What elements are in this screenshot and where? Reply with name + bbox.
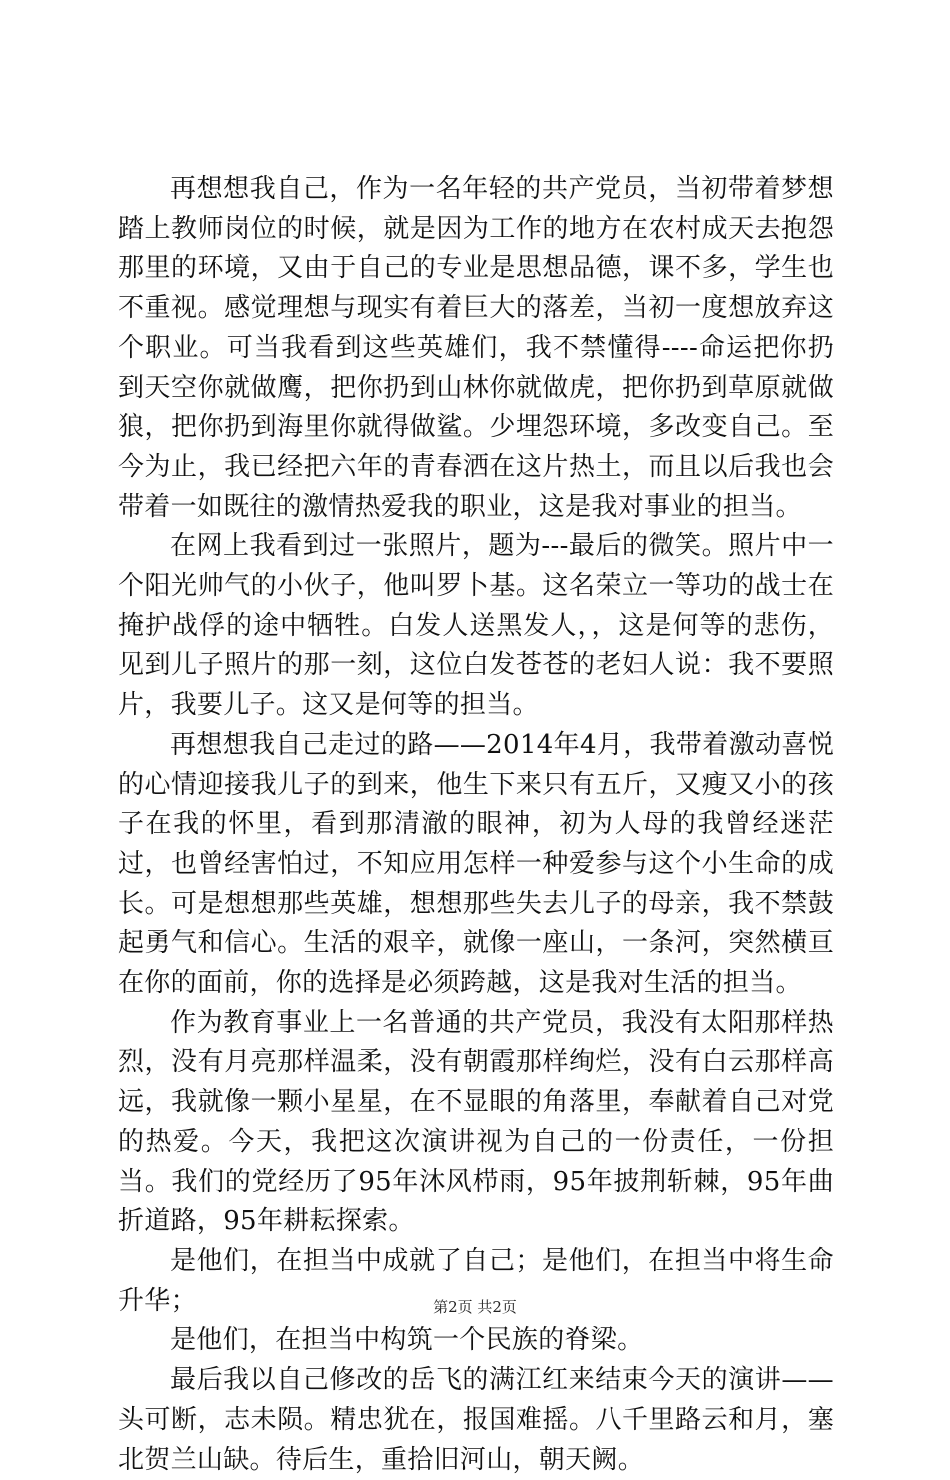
paragraph: 在网上我看到过一张照片，题为---最后的微笑。照片中一个阳光帅气的小伙子，他叫罗卜基。这名荣立一等功的战士在掩护战俘的途中牺牲。白发人送黑发人，，这是何等的悲伤，见到儿子照片的那一刻，这位白发苍苍的老妇人说：我不要照片，我要儿子。这又是何等的担当。: [118, 531, 834, 721]
document-body: [118, 170, 834, 1480]
paragraph: 是他们，在担当中构筑一个民族的脊梁。: [170, 1325, 644, 1356]
page-footer: 第2页 共2页: [433, 1298, 517, 1316]
paragraph: 作为教育事业上一名普通的共产党员，我没有太阳那样热烈，没有月亮那样温柔，没有朝霞那样绚烂，没有白云那样高远，我就像一颗小星星，在不显眼的角落里，奉献着自己对党的热爱。今天，我把这次演讲视为自己的一份责任，一份担当。我们的党经历了95年沐风栉雨，95年披荆斩棘，95年曲折道路，95年耕耘探索。: [118, 1007, 834, 1237]
paragraph: 再想想我自己走过的路——2014年4月，我带着激动喜悦的心情迎接我儿子的到来，他生下来只有五斤，又瘦又小的孩子在我的怀里，看到那清澈的眼神，初为人母的我曾经迷茫过，也曾经害怕过，不知应用怎样一种爱参与这个小生命的成长。可是想想那些英雄，想想那些失去儿子的母亲，我不禁鼓起勇气和信心。生活的艰辛，就像一座山，一条河，突然横亘在你的面前，你的选择是必须跨越，这是我对生活的担当。: [118, 729, 834, 999]
paragraph: 最后我以自己修改的岳飞的满江红来结束今天的演讲——头可断，志未陨。精忠犹在，报国难摇。八千里路云和月，塞北贺兰山缺。待后生，重拾旧河山，朝天阙。: [118, 1365, 834, 1475]
paragraph: 是他们，在担当中成就了自己；是他们，在担当中将生命升华；: [118, 1245, 834, 1316]
paragraph: 再想想我自己，作为一名年轻的共产党员，当初带着梦想踏上教师岗位的时候，就是因为工作的地方在农村成天去抱怨那里的环境，又由于自己的专业是思想品德，课不多，学生也不重视。感觉理想与现实有着巨大的落差，当初一度想放弃这个职业。可当我看到这些英雄们，我不禁懂得----命运把你扔到天空你就做鹰，把你扔到山林你就做虎，把你扔到草原就做狼，把你扔到海里你就得做鲨。少埋怨环境，多改变自己。至今为止，我已经把六年的青春洒在这片热土，而且以后我也会带着一如既往的激情热爱我的职业，这是我对事业的担当。: [118, 174, 834, 522]
